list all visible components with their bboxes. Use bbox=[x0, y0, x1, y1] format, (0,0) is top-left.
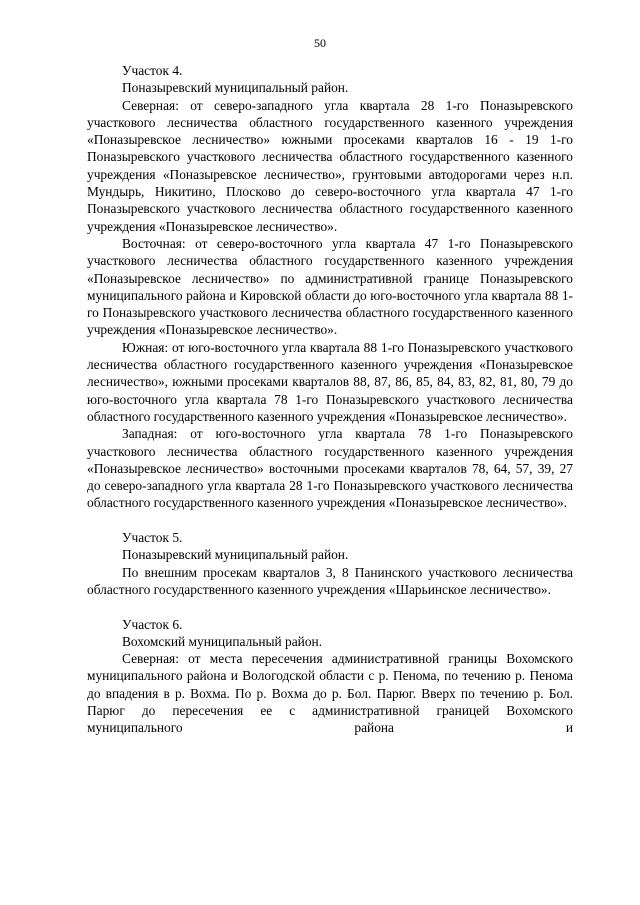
boundary-paragraph: Северная: от северо-западного угла квартала 28 1-го Поназыревского участкового лесничества областного государственного казенного учреждения «Поназыревское лесничество» южными просеками кварталов 16 - 19 1-го Поназыревского участкового лесничества областного государственного казенного учреждения «Поназыревское лесничество», грунтовыми автодорогами через н.п. Мундырь, Никитино, Плосково до северо-восточного угла квартала 47 1-го Поназыревского участкового лесничества областного государственного казенного учреждения «Поназыревское лесничество». bbox=[87, 97, 573, 234]
district-name: Поназыревский муниципальный район. bbox=[122, 80, 349, 96]
boundary-paragraph: Южная: от юго-восточного угла квартала 88 1-го Поназыревского участкового лесничества областного государственного казенного учреждения «Поназыревское лесничество», южными просеками кварталов 88, 87, 86, 85, 84, 83, 82, 81, 80, 79 до юго-восточного угла квартала 78 1-го Поназыревского участкового лесничества областного государственного казенного учреждения «Поназыревское лесничество». bbox=[87, 339, 573, 424]
section-heading: Участок 4. bbox=[122, 63, 183, 78]
boundary-paragraph: Северная: от места пересечения административной границы Вохомского муниципального района и Вологодской области с р. Пенома, по течению р. Пенома до впадения в р. Вохма. По р. Вохма до р. Бол. Парюг. Вверх по течению р. Бол. Парюг до пересечения ее с административной границей Вохомского муниципального района и bbox=[87, 651, 573, 736]
section-heading: Участок 6. bbox=[122, 616, 183, 632]
section-plot-4 bbox=[87, 62, 573, 512]
district-name: Вохомский муниципальный район. bbox=[122, 633, 323, 649]
district-name: Поназыревский муниципальный район. bbox=[122, 547, 349, 563]
boundary-paragraph: Западная: от юго-восточного угла квартала 78 1-го Поназыревского участкового лесничества областного государственного казенного учреждения «Поназыревское лесничество» восточными просеками кварталов 78, 64, 57, 39, 27 до северо-западного угла квартала 28 1-го Поназыревского участкового лесничества областного государственного казенного учреждения «Поназыревское лесничество». bbox=[87, 426, 573, 511]
document-body bbox=[87, 62, 573, 737]
section-plot-6 bbox=[87, 616, 573, 737]
boundary-paragraph: По внешним просекам кварталов 3, 8 Панинского участкового лесничества областного государственного казенного учреждения «Шарьинское лесничество». bbox=[87, 564, 573, 597]
boundary-paragraph: Восточная: от северо-восточного угла квартала 47 1-го Поназыревского участкового лесничества областного государственного казенного учреждения «Поназыревское лесничество» по административной границе Поназыревского муниципального района и Кировской области до юго-восточного угла квартала 88 1-го Поназыревского участкового лесничества областного государственного казенного учреждения «Поназыревское лесничество». bbox=[87, 235, 573, 338]
page-number: 50 bbox=[314, 36, 326, 50]
section-heading: Участок 5. bbox=[122, 530, 183, 546]
section-plot-5 bbox=[87, 529, 573, 598]
